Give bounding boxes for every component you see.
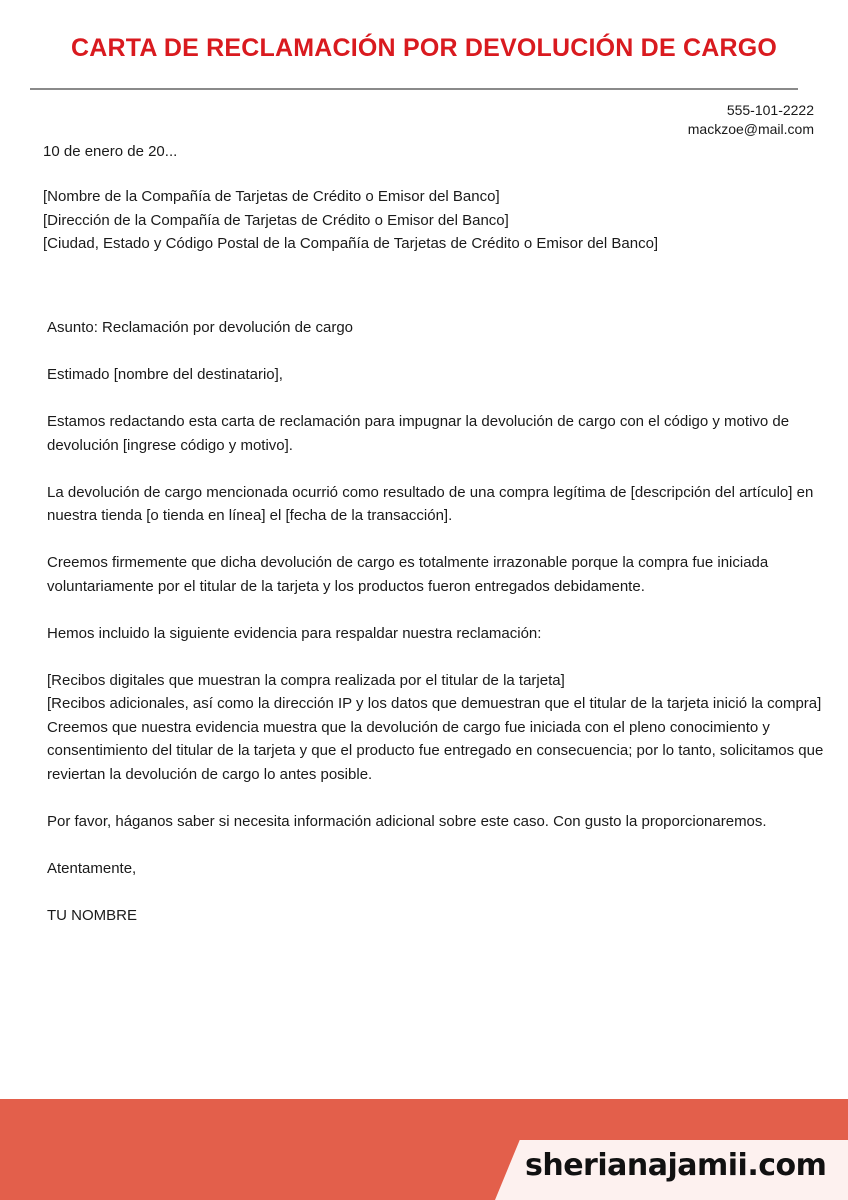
evidence-item: [Recibos adicionales, así como la dirección IP y los datos que demuestran que el titular de la tarjeta inició la compra] — [47, 695, 822, 712]
recipient-street: [Dirección de la Compañía de Tarjetas de Crédito o Emisor del Banco] — [43, 211, 509, 229]
recipient-name: [Nombre de la Compañía de Tarjetas de Crédito o Emisor del Banco] — [43, 188, 500, 205]
recipient-address — [43, 185, 658, 256]
footer-site-name: sherianajamii.com — [525, 1148, 827, 1183]
paragraph: Creemos firmemente que dicha devolución de cargo es totalmente irrazonable porque la compra fue iniciada voluntariamente por el titular de la tarjeta y los productos fueron entregados debidamente. — [47, 554, 769, 595]
subject-line: Asunto: Reclamación por devolución de cargo — [47, 319, 354, 336]
sender-contact — [688, 101, 814, 139]
conclusion-paragraph: Creemos que nuestra evidencia muestra que la devolución de cargo fue iniciada con el pleno conocimiento y consentimiento del titular de la tarjeta y que el producto fue entregado en consecuencia; por lo tanto, solicitamos que reviertan la devolución de cargo lo antes posible. — [47, 718, 824, 783]
letter-date: 10 de enero de 20... — [43, 143, 178, 160]
paragraph: Estamos redactando esta carta de reclamación para impugnar la devolución de cargo con el código y motivo de devolución [ingrese código y motivo]. — [47, 413, 790, 454]
signature: TU NOMBRE — [47, 906, 137, 924]
evidence-item: [Recibos digitales que muestran la compra realizada por el titular de la tarjeta] — [47, 671, 565, 689]
letter-body — [47, 316, 837, 951]
salutation: Estimado [nombre del destinatario], — [47, 366, 283, 383]
paragraph: La devolución de cargo mencionada ocurrió como resultado de una compra legítima de [descripción del artículo] en nuestra tienda [o tienda en línea] el [fecha de la transacción]. — [47, 483, 814, 524]
contact-phone: 555-101-2222 — [726, 102, 814, 118]
signoff: Atentamente, — [47, 859, 137, 877]
contact-email: mackzoe@mail.com — [687, 121, 814, 137]
title-divider — [30, 88, 798, 90]
paragraph: Hemos incluido la siguiente evidencia para respaldar nuestra reclamación: — [47, 624, 542, 642]
document-title: CARTA DE RECLAMACIÓN POR DEVOLUCIÓN DE CARGO — [70, 34, 778, 62]
closing-request: Por favor, háganos saber si necesita información adicional sobre este caso. Con gusto la proporcionaremos. — [47, 812, 767, 830]
recipient-city: [Ciudad, Estado y Código Postal de la Compañía de Tarjetas de Crédito o Emisor del Banco] — [43, 235, 659, 252]
